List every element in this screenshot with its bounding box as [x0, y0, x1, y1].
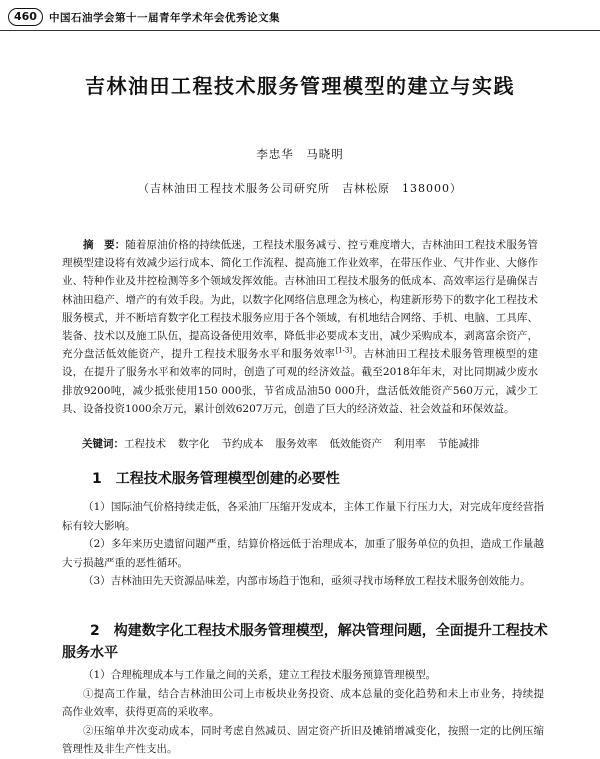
- keyword: 数字化: [178, 438, 210, 450]
- keyword: 节能减排: [437, 438, 480, 450]
- section-2-heading: 2 构建数字化工程技术服务管理模型，解决管理问题，全面提升工程技术服务水平: [62, 623, 548, 661]
- author-affiliation: （吉林油田工程技术服务公司研究所 吉林松原 138000）: [138, 182, 462, 195]
- paragraph: ②压缩单井次变动成本，同时考虑自然减员、固定资产折旧及摊销增减变化，按照一定的比例压缩管理性及非生产性支出。: [62, 724, 544, 755]
- paper-authors: 李忠华 马晓明: [256, 147, 344, 161]
- keyword: 服务效率: [275, 438, 318, 450]
- paragraph: （3）吉林油田先天资源品味差，内部市场趋于饱和，亟须寻找市场释放工程技术服务创效能力。: [83, 575, 531, 587]
- abstract-citation: [1-3]: [335, 346, 353, 355]
- paragraph: （1）国际油气价格持续走低，各采油厂压缩开发成本，主体工作量下行压力大，对完成年度经营指标有较大影响。: [62, 501, 544, 532]
- abstract: [62, 236, 538, 418]
- running-title: 中国石油学会第十一届青年学术年会优秀论文集: [48, 11, 280, 24]
- keyword: 工程技术: [124, 438, 166, 450]
- keyword: 低效能资产: [329, 438, 382, 450]
- abstract-label: 摘 要：: [83, 239, 126, 251]
- header-rule: [0, 30, 600, 31]
- keyword: 节约成本: [221, 438, 264, 450]
- keywords: [82, 436, 542, 452]
- abstract-text-continued: 。吉林油田工程技术服务管理模型的建设，在提升了服务水平和效率的同时，创造了可观的经济效益。截至2018年年末，对比同期减少废水排放9200吨，减少抵张使用150 000张，节省成品油50 000升，盘活低效能资产560万元，减少工具、设备投资1000余万元，累计创效6207万元，创造了巨大的经济效益、社会效益和环保效益。: [62, 348, 539, 415]
- keyword: 利用率: [394, 438, 426, 450]
- page-number: 460: [8, 8, 43, 26]
- abstract-text: 随着原油价格的持续低迷，工程技术服务减亏、控亏难度增大，吉林油田工程技术服务管理模型建设将有效减少运行成本、简化工作流程、提高施工作业效率，在带压作业、气井作业、大修作业、特种作业及井控检测等多个领域发挥效能。吉林油田工程技术服务的低成本、高效率运行是确保吉林油田稳产、增产的有效手段。为此，以数字化网络信息理念为核心，构建新形势下的数字化工程技术服务模式，并不断培育数字化工程技术服务应用于各个领域，有机地结合网络、手机、电脑、工具库、装备、技术以及施工队伍，提高设备使用效率，降低非必要成本支出，减少采购成本，剥离富余资产，充分盘活低效能资产，提升工程技术服务水平和服务效率: [62, 239, 539, 361]
- section-1-heading: 1 工程技术服务管理模型创建的必要性: [92, 471, 340, 487]
- section-2-body: [62, 666, 544, 759]
- paragraph: （1）合理梳理成本与工作量之间的关系，建立工程技术服务预算管理模型。: [83, 669, 437, 681]
- keywords-label: 关键词：: [82, 438, 124, 450]
- paper-title: 吉林油田工程技术服务管理模型的建立与实践: [85, 74, 515, 98]
- paragraph: （2）多年来历史遗留问题严重，结算价格远低于治理成本，加重了服务单位的负担，造成工作量越大亏损越严重的恶性循环。: [62, 538, 544, 569]
- running-header: [8, 6, 592, 28]
- paragraph: ①提高工作量，结合吉林油田公司上市板块业务投资、成本总量的变化趋势和未上市业务，持续提高作业效率，获得更高的采收率。: [62, 687, 544, 718]
- section-1-body: [62, 498, 544, 591]
